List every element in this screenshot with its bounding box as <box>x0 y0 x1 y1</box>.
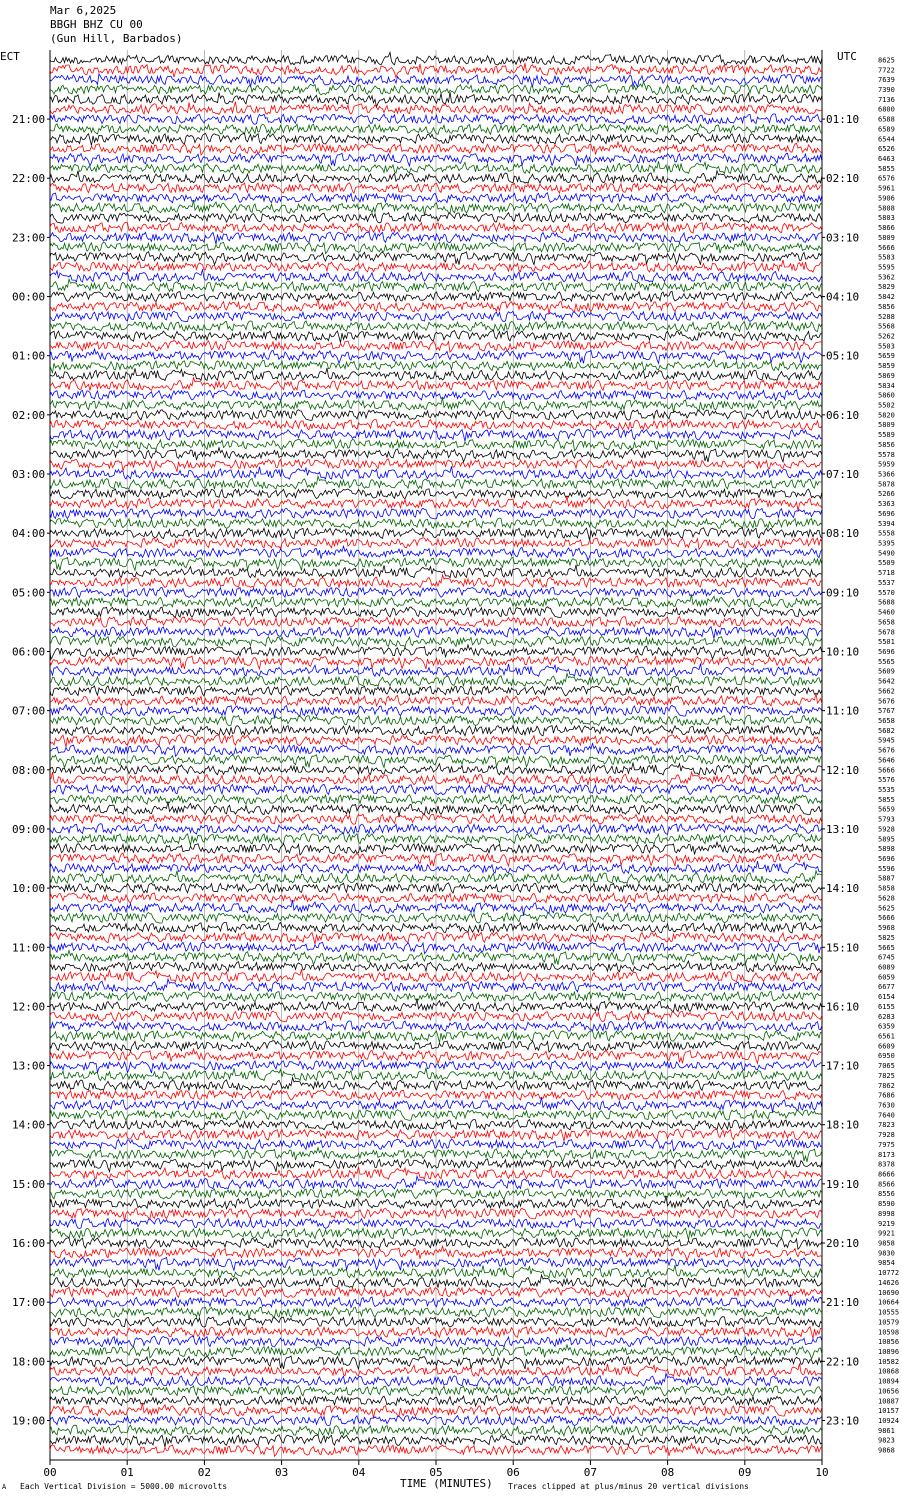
left-time-label: 21:00 <box>12 113 46 127</box>
x-tick-label: 07 <box>583 1466 598 1479</box>
right-time-label: 07:10 <box>826 468 860 481</box>
rms-label: 5583 <box>878 253 895 262</box>
rms-label: 5688 <box>878 598 895 607</box>
rms-label: 5576 <box>878 776 895 785</box>
rms-label: 5595 <box>878 263 895 272</box>
rms-label: 5718 <box>878 569 895 578</box>
rms-label: 6155 <box>878 1002 895 1011</box>
rms-label: 7136 <box>878 95 895 104</box>
rms-label: 9861 <box>878 1426 895 1435</box>
rms-label: 5825 <box>878 933 895 942</box>
rms-label: 5565 <box>878 657 895 666</box>
x-tick-label: 01 <box>120 1466 134 1479</box>
right-time-label: 09:10 <box>826 586 860 600</box>
x-tick-label: 05 <box>429 1466 443 1479</box>
rms-label: 5767 <box>878 707 895 716</box>
rms-label: 5834 <box>878 381 895 390</box>
rms-label: 6359 <box>878 1022 895 1031</box>
left-time-label: 17:00 <box>12 1296 46 1310</box>
right-time-label: 12:10 <box>826 763 860 777</box>
rms-label: 5362 <box>878 273 895 282</box>
rms-label: 10579 <box>878 1318 900 1327</box>
rms-label: 5928 <box>878 825 895 834</box>
rms-label: 5878 <box>878 480 895 489</box>
rms-label: 6526 <box>878 145 895 154</box>
rms-label: 10690 <box>878 1288 900 1297</box>
left-time-label: 14:00 <box>12 1118 46 1132</box>
rms-label: 6950 <box>878 1052 895 1061</box>
rms-label: 10772 <box>878 1269 900 1278</box>
rms-label: 7928 <box>878 1131 895 1140</box>
rms-label: 5696 <box>878 648 895 656</box>
rms-label: 7975 <box>878 1140 895 1149</box>
x-tick-label: 09 <box>738 1466 752 1479</box>
rms-label: 5842 <box>878 293 895 301</box>
rms-label: 5262 <box>878 332 895 341</box>
right-time-label: 03:10 <box>826 231 860 245</box>
right-timezone-label: UTC <box>837 50 857 63</box>
rms-label: 5509 <box>878 559 895 568</box>
rms-label: 5809 <box>878 421 895 430</box>
rms-label: 5363 <box>878 500 895 509</box>
rms-label: 8625 <box>878 56 895 65</box>
rms-label: 5898 <box>878 845 895 854</box>
rms-label: 7639 <box>878 76 895 85</box>
rms-label: 5696 <box>878 510 895 518</box>
rms-label: 10598 <box>878 1328 900 1337</box>
rms-label: 5803 <box>878 214 895 223</box>
rms-label: 6800 <box>878 105 895 114</box>
rms-label: 5596 <box>878 864 895 873</box>
x-tick-label: 06 <box>506 1466 520 1479</box>
rms-label: 5366 <box>878 470 895 479</box>
left-time-label: 23:00 <box>12 231 46 245</box>
rms-label: 5859 <box>878 362 895 371</box>
rms-label: 5666 <box>878 243 895 252</box>
rms-label: 6463 <box>878 155 895 163</box>
rms-label: 9823 <box>878 1436 895 1445</box>
x-tick-label: 03 <box>274 1466 289 1479</box>
station-name: (Gun Hill, Barbados) <box>50 32 183 45</box>
rms-label: 9868 <box>878 1446 895 1455</box>
rms-label: 5808 <box>878 204 895 213</box>
rms-label: 5829 <box>878 283 895 292</box>
rms-label: 6745 <box>878 953 895 962</box>
rms-label: 5860 <box>878 391 895 400</box>
rms-label: 8590 <box>878 1200 895 1209</box>
rms-label: 5855 <box>878 795 895 804</box>
rms-label: 6154 <box>878 993 895 1001</box>
rms-label: 8556 <box>878 1190 895 1199</box>
rms-label: 6589 <box>878 125 895 134</box>
left-time-label: 09:00 <box>12 822 46 836</box>
rms-label: 8173 <box>878 1150 895 1159</box>
left-time-label: 13:00 <box>12 1059 46 1073</box>
rms-label: 5809 <box>878 233 895 242</box>
rms-label: 5288 <box>878 312 895 321</box>
rms-label: 7686 <box>878 1091 895 1100</box>
left-time-label: 04:00 <box>12 527 46 541</box>
rms-label: 6677 <box>878 983 895 992</box>
right-time-label: 11:10 <box>826 704 860 718</box>
rms-label: 10582 <box>878 1357 900 1366</box>
corner-mark: A <box>2 1483 7 1491</box>
rms-label: 7862 <box>878 1081 895 1090</box>
left-timezone-label: ECT <box>0 50 20 63</box>
rms-label: 10157 <box>878 1407 900 1416</box>
right-time-label: 06:10 <box>826 408 860 422</box>
rms-label: 14626 <box>878 1279 900 1287</box>
rms-label: 9921 <box>878 1229 895 1238</box>
rms-label: 6089 <box>878 963 895 972</box>
left-time-label: 19:00 <box>12 1414 46 1428</box>
x-tick-label: 00 <box>43 1466 57 1479</box>
rms-label: 10555 <box>878 1308 900 1317</box>
rms-label: 5394 <box>878 519 895 528</box>
left-time-label: 08:00 <box>12 763 46 777</box>
rms-label: 9219 <box>878 1219 895 1228</box>
right-time-label: 04:10 <box>826 290 860 304</box>
rms-label: 5866 <box>878 224 895 232</box>
rms-label: 8998 <box>878 1210 895 1218</box>
left-time-label: 05:00 <box>12 586 46 600</box>
rms-label: 7390 <box>878 86 895 94</box>
rms-label: 7640 <box>878 1111 895 1120</box>
rms-label: 6576 <box>878 174 895 183</box>
rms-label: 5696 <box>878 855 895 863</box>
left-time-label: 02:00 <box>12 408 46 422</box>
rms-label: 6544 <box>878 135 895 144</box>
rms-label: 6561 <box>878 1032 895 1041</box>
rms-label: 5869 <box>878 371 895 380</box>
left-time-label: 18:00 <box>12 1355 46 1369</box>
rms-label: 7630 <box>878 1101 895 1110</box>
rms-label: 5682 <box>878 726 895 735</box>
left-time-label: 11:00 <box>12 941 46 955</box>
rms-label: 5589 <box>878 431 895 440</box>
rms-label: 5646 <box>878 756 895 765</box>
right-time-label: 18:10 <box>826 1118 860 1132</box>
rms-label: 6588 <box>878 115 895 124</box>
rms-label: 5568 <box>878 322 895 331</box>
right-time-label: 21:10 <box>826 1296 860 1310</box>
rms-label: 5658 <box>878 717 895 725</box>
rms-label: 5659 <box>878 805 895 814</box>
rms-label: 5266 <box>878 490 895 499</box>
rms-label: 5609 <box>878 667 895 676</box>
rms-label: 5503 <box>878 342 895 351</box>
x-tick-label: 04 <box>352 1466 366 1479</box>
right-time-label: 16:10 <box>826 1000 860 1014</box>
rms-label: 5887 <box>878 874 895 883</box>
rms-label: 5856 <box>878 440 895 449</box>
scale-note: Each Vertical Division = 5000.00 microvolts <box>20 1482 228 1491</box>
rms-label: 5968 <box>878 924 895 932</box>
x-tick-label: 10 <box>815 1466 829 1479</box>
rms-label: 10856 <box>878 1338 900 1347</box>
rms-label: 5535 <box>878 786 895 794</box>
left-time-label: 06:00 <box>12 645 46 659</box>
x-tick-label: 08 <box>660 1466 675 1479</box>
rms-label: 5820 <box>878 411 895 420</box>
rms-label: 5793 <box>878 815 895 824</box>
left-time-label: 07:00 <box>12 704 46 718</box>
rms-label: 5628 <box>878 894 895 903</box>
rms-label: 5855 <box>878 164 895 173</box>
rms-label: 5858 <box>878 884 895 893</box>
rms-label: 9830 <box>878 1249 895 1258</box>
right-time-label: 05:10 <box>826 349 860 363</box>
rms-label: 5501 <box>878 638 895 647</box>
rms-label: 5659 <box>878 352 895 361</box>
rms-label: 7065 <box>878 1062 895 1071</box>
rms-label: 5502 <box>878 401 895 410</box>
right-time-label: 02:10 <box>826 172 860 186</box>
rms-label: 6609 <box>878 1042 895 1051</box>
left-time-label: 03:00 <box>12 468 46 481</box>
rms-label: 10924 <box>878 1417 900 1425</box>
rms-label: 5395 <box>878 539 895 548</box>
plot-date: Mar 6,2025 <box>50 4 117 17</box>
x-axis-title: TIME (MINUTES) <box>400 1477 493 1490</box>
rms-label: 8378 <box>878 1160 895 1169</box>
rms-label: 10894 <box>878 1377 900 1386</box>
rms-label: 5961 <box>878 184 895 193</box>
rms-label: 6283 <box>878 1012 895 1021</box>
rms-label: 5895 <box>878 835 895 844</box>
rms-label: 5625 <box>878 904 895 913</box>
left-time-label: 15:00 <box>12 1177 46 1191</box>
rms-label: 5945 <box>878 736 895 745</box>
right-time-label: 14:10 <box>826 882 860 896</box>
rms-label: 5666 <box>878 914 895 923</box>
rms-label: 10887 <box>878 1397 900 1406</box>
rms-label: 5665 <box>878 943 895 952</box>
rms-label: 9854 <box>878 1259 895 1268</box>
left-time-label: 10:00 <box>12 882 46 896</box>
right-time-label: 22:10 <box>826 1355 860 1369</box>
rms-label: 5959 <box>878 460 895 469</box>
rms-label: 10664 <box>878 1298 900 1307</box>
rms-label: 7823 <box>878 1121 895 1130</box>
right-time-label: 10:10 <box>826 645 860 659</box>
rms-label: 5658 <box>878 618 895 627</box>
rms-label: 10896 <box>878 1348 900 1356</box>
rms-label: 7825 <box>878 1071 895 1080</box>
right-time-label: 23:10 <box>826 1414 860 1428</box>
left-time-label: 00:00 <box>12 290 46 304</box>
right-time-label: 01:10 <box>826 113 860 127</box>
rms-label: 9858 <box>878 1239 895 1248</box>
right-time-label: 15:10 <box>826 941 860 955</box>
rms-label: 8566 <box>878 1180 895 1189</box>
rms-label: 8666 <box>878 1170 895 1179</box>
left-time-label: 01:00 <box>12 349 46 363</box>
right-time-label: 17:10 <box>826 1059 860 1073</box>
rms-label: 10656 <box>878 1387 900 1396</box>
rms-label: 5578 <box>878 450 895 459</box>
left-time-label: 16:00 <box>12 1237 46 1250</box>
rms-label: 5460 <box>878 608 895 617</box>
rms-label: 5570 <box>878 588 895 597</box>
left-time-label: 12:00 <box>12 1000 46 1014</box>
x-tick-label: 02 <box>197 1466 212 1479</box>
rms-label: 5678 <box>878 628 895 637</box>
rms-label: 5676 <box>878 697 895 706</box>
rms-label: 5537 <box>878 579 895 587</box>
right-time-label: 19:10 <box>826 1177 860 1191</box>
right-time-label: 08:10 <box>826 527 860 541</box>
rms-label: 5856 <box>878 302 895 311</box>
rms-label: 10868 <box>878 1367 900 1376</box>
rms-label: 5676 <box>878 746 895 755</box>
clip-note: Traces clipped at plus/minus 20 vertical divisions <box>508 1482 749 1491</box>
left-time-label: 22:00 <box>12 172 46 186</box>
rms-label: 5662 <box>878 687 895 696</box>
right-time-label: 13:10 <box>826 822 860 836</box>
rms-label: 5490 <box>878 549 895 558</box>
rms-label: 5642 <box>878 677 895 686</box>
channel-name: BBGH BHZ CU 00 <box>50 18 143 31</box>
rms-label: 7722 <box>878 66 895 75</box>
rms-label: 5558 <box>878 529 895 538</box>
right-time-label: 20:10 <box>826 1237 860 1250</box>
rms-label: 5666 <box>878 766 895 775</box>
rms-label: 6059 <box>878 973 895 982</box>
rms-label: 5906 <box>878 194 895 203</box>
